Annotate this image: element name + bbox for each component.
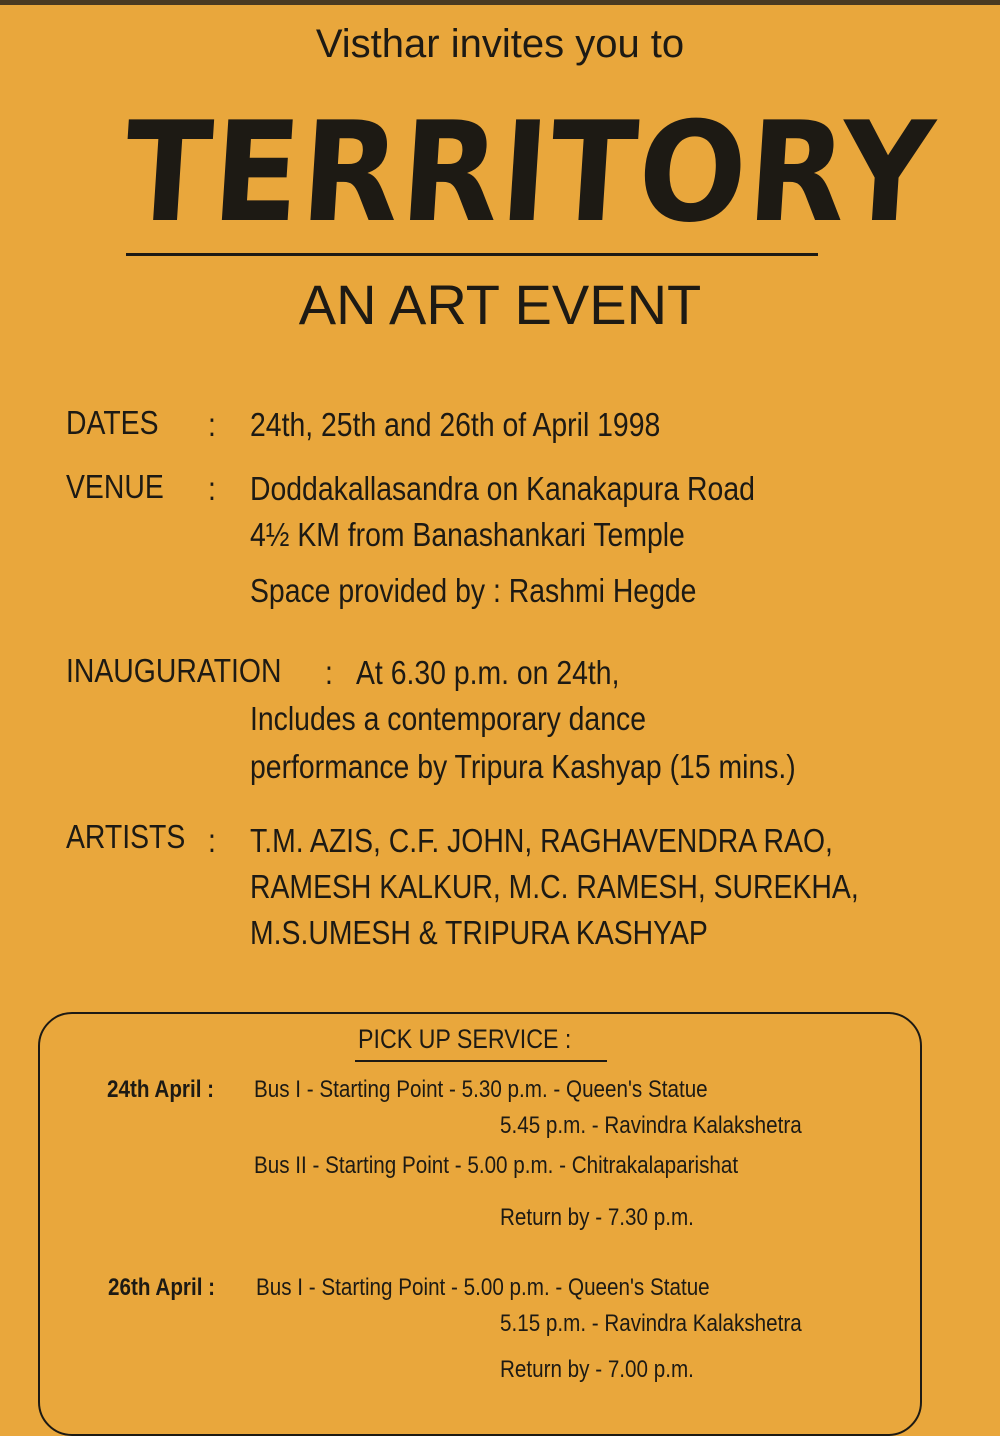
colon: : (325, 654, 333, 691)
inauguration-label: INAUGURATION (66, 652, 282, 689)
artists-line: T.M. AZIS, C.F. JOHN, RAGHAVENDRA RAO, (250, 822, 833, 859)
inauguration-line: performance by Tripura Kashyap (15 mins.) (250, 748, 796, 785)
inauguration-line: Includes a contemporary dance (250, 700, 646, 737)
venue-line: 4½ KM from Banashankari Temple (250, 516, 685, 553)
inauguration-line: At 6.30 p.m. on 24th, (356, 654, 620, 691)
venue-label: VENUE (66, 468, 164, 505)
bus-schedule: Bus II - Starting Point - 5.00 p.m. - Chitrakalaparishat (254, 1152, 739, 1179)
event-title: TERRITORY (119, 92, 940, 253)
invite-line: Visthar invites you to (315, 22, 685, 66)
day-label: 24th April : (107, 1076, 215, 1103)
title-rule (126, 253, 818, 256)
return-time: Return by - 7.00 p.m. (500, 1356, 694, 1383)
return-time: Return by - 7.30 p.m. (500, 1204, 694, 1231)
colon: : (208, 822, 216, 859)
artists-line: RAMESH KALKUR, M.C. RAMESH, SUREKHA, (250, 868, 859, 905)
dates-value: 24th, 25th and 26th of April 1998 (250, 406, 661, 443)
bus-schedule: 5.45 p.m. - Ravindra Kalakshetra (500, 1112, 802, 1139)
venue-line: Doddakallasandra on Kanakapura Road (250, 470, 755, 507)
artists-label: ARTISTS (66, 818, 186, 855)
dates-label: DATES (66, 404, 159, 441)
pickup-heading-underline (355, 1060, 607, 1062)
scan-edge (0, 0, 1000, 5)
pickup-heading: PICK UP SERVICE : (358, 1024, 572, 1054)
venue-line: Space provided by : Rashmi Hegde (250, 572, 697, 609)
day-label: 26th April : (108, 1274, 216, 1301)
event-subtitle: AN ART EVENT (298, 273, 702, 336)
bus-schedule: 5.15 p.m. - Ravindra Kalakshetra (500, 1310, 802, 1337)
colon: : (208, 406, 216, 443)
colon: : (208, 470, 216, 507)
artists-line: M.S.UMESH & TRIPURA KASHYAP (250, 914, 708, 951)
bus-schedule: Bus I - Starting Point - 5.30 p.m. - Queen's Statue (254, 1076, 708, 1103)
bus-schedule: Bus I - Starting Point - 5.00 p.m. - Queen's Statue (256, 1274, 710, 1301)
